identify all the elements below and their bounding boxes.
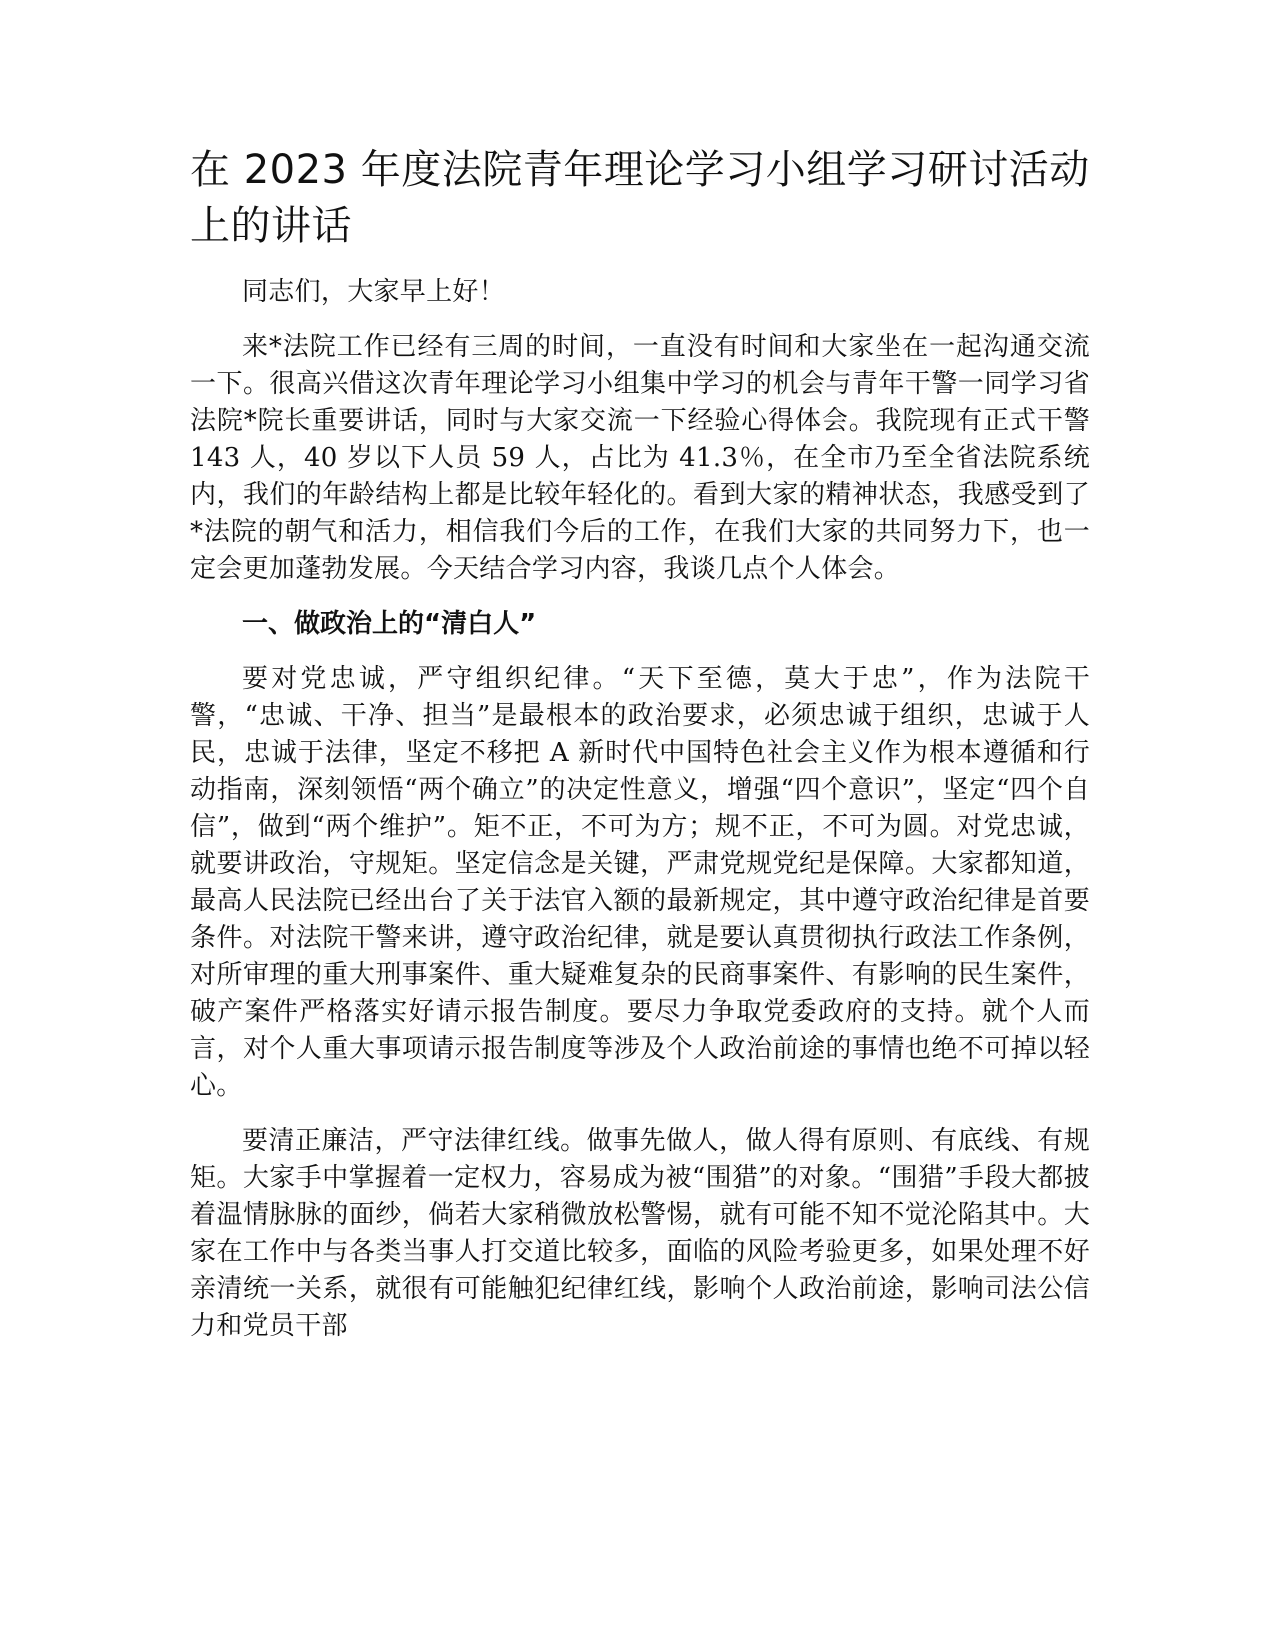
document-title: 在 2023 年度法院青年理论学习小组学习研讨活动上的讲话	[190, 147, 1090, 249]
body-paragraph-1: 来*法院工作已经有三周的时间，一直没有时间和大家坐在一起沟通交流一下。很高兴借这次青年理论学习小组集中学习的机会与青年干警一同学习省法院*院长重要讲话，同时与大家交流一下经验心得体会。我院现有正式干警 143 人，40 岁以下人员 59 人，占比为 41.3％，在全市乃至全省法院系统内，我们的年龄结构上都是比较年轻化的。看到大家的精神状态，我感受到了*法院的朝气和活力，相信我们今后的工作，在我们大家的共同努力下，也一定会更加蓬勃发展。今天结合学习内容，我谈几点个人体会。	[190, 332, 1090, 584]
document-page	[190, 142, 1090, 1363]
body-paragraph-2: 要对党忠诚，严守组织纪律。“天下至德，莫大于忠”，作为法院干警，“忠诚、干净、担当”是最根本的政治要求，必须忠诚于组织，忠诚于人民，忠诚于法律，坚定不移把 A 新时代中国特色社会主义作为根本遵循和行动指南，深刻领悟“两个确立”的决定性意义，增强“四个意识”，坚定“四个自信”，做到“两个维护”。矩不正，不可为方；规不正，不可为圆。对党忠诚，就要讲政治，守规矩。坚定信念是关键，严肃党规党纪是保障。大家都知道，最高人民法院已经出台了关于法官入额的最新规定，其中遵守政治纪律是首要条件。对法院干警来讲，遵守政治纪律，就是要认真贯彻执行政法工作条例，对所审理的重大刑事案件、重大疑难复杂的民商事案件、有影响的民生案件，破产案件严格落实好请示报告制度。要尽力争取党委政府的支持。就个人而言，对个人重大事项请示报告制度等涉及个人政治前途的事情也绝不可掉以轻心。	[190, 664, 1090, 1101]
body-paragraph-3: 要清正廉洁，严守法律红线。做事先做人，做人得有原则、有底线、有规矩。大家手中掌握着一定权力，容易成为被“围猎”的对象。“围猎”手段大都披着温情脉脉的面纱，倘若大家稍微放松警惕，就有可能不知不觉沦陷其中。大家在工作中与各类当事人打交道比较多，面临的风险考验更多，如果处理不好亲清统一关系，就很有可能触犯纪律红线，影响个人政治前途，影响司法公信力和党员干部	[190, 1126, 1090, 1341]
greeting-paragraph: 同志们，大家早上好！	[242, 277, 506, 307]
section-heading-1: 一、做政治上的“清白人”	[242, 609, 537, 639]
